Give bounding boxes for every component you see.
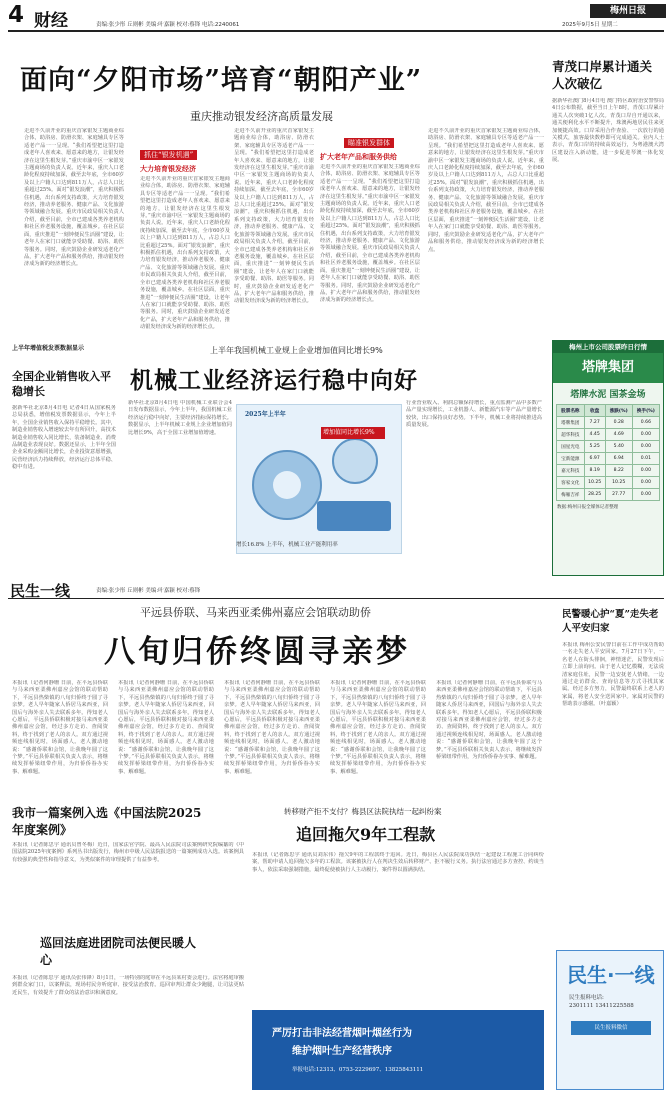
- stock-cell: 7.27: [584, 417, 605, 429]
- stock-cell: 梅雁吉祥: [557, 489, 585, 501]
- qinglan-headline: 青茂口岸累计通关人次破亿: [552, 59, 653, 91]
- police-body: 本报讯 梅州公安民警日前在工作中成功帮助一名走失老人平安回家。7月27日下午，一名老人在街头徘徊，神情迷茫，民警发现后立即上前询问。由于老人记忆模糊，无法说清家庭住址，民警一边安抚老人情绪，一边通过走访群众、查询信息等方式寻找其家属。经过多方努力，民警最终联系上老人的家属，将老人安全送回家中。家属对民警的帮助表示感谢。（叶嘉颖）: [562, 642, 664, 708]
- section-name-2: 民生一线: [10, 582, 71, 600]
- wage-body: 本报讯（记者陈思宇 通讯员刘东伟）拖欠9年的工程款终于追回。近日，梅县区人民法院成功执结一起建设工程施工合同纠纷案，帮助申请人追回拖欠多年的工程款。该案被执行人在判决生效后转移财产、拒不履行义务。执行法官通过多方查控、约谈当事人，依法采取强制措施，最终促使被执行人主动履行，案件得以圆满执结。: [252, 852, 544, 873]
- minsheng-box: [556, 950, 664, 1090]
- stock-cell: 0.28: [605, 417, 632, 429]
- stock-table: [556, 404, 660, 501]
- stock-cell: 超华科技: [557, 429, 585, 441]
- newspaper-logo: 梅州日报: [590, 4, 666, 18]
- stock-cell: 5.40: [605, 441, 632, 453]
- minsheng-hotline-number: 2301111 13411225588: [569, 1003, 634, 1009]
- stock-cell: 10.25: [605, 477, 632, 489]
- stock-cell: 0.00: [632, 489, 659, 501]
- infographic-year: 2025年上半年: [245, 411, 286, 418]
- stock-cell: 4.69: [605, 429, 632, 441]
- table-row: [557, 477, 660, 489]
- stock-cell: 塔牌集团: [557, 417, 585, 429]
- sales-headline: 全国企业销售收入平稳增长: [12, 370, 111, 398]
- stock-cell: 客家文化: [557, 477, 585, 489]
- table-row: [557, 441, 660, 453]
- lead-box-title-2: 瞄准银发群体: [344, 138, 394, 148]
- lead-box-title-1: 抓住“银发机遇”: [140, 150, 197, 160]
- stock-cell: 6.94: [605, 453, 632, 465]
- lead-body-col-5: 走进不久前开业的重庆首家银发主题商业综合体，助浴房、防滑衣架、家庭辅具专区等适老产品一一呈现。“我们希望把这里打造成老年人喜欢来、愿意来的地方，让银发经济在这里生根发芽。”重庆市渝中区一家银发主题商场的负责人说。近年来，重庆人口老龄化程度持续加深，截至去年底，全市60岁及以上户籍人口达到811万人，占总人口比重超过25%。面对“银发浪潮”，重庆积极抓住机遇，出台系列支持政策，大力培育银发经济，推动养老服务、健康产品、文化旅游等领域融合发展。重庆市民政局相关负责人介绍，截至目前，全市已建成各类养老机构和社区养老服务设施，覆盖城乡。在社区层面，重庆推进“一刻钟便民生活圈”建设，让老年人在家门口就能享受助餐、助浴、助医等服务。同时，重庆鼓励企业研发适老化产品，扩大老年产品和服务供给，推动银发经济成为新的经济增长点。: [428, 128, 544, 253]
- tobacco-ad: [252, 1010, 544, 1090]
- stock-cell: 8.19: [584, 465, 605, 477]
- masthead-rule: [8, 30, 664, 32]
- stock-cell: 国星光电: [557, 441, 585, 453]
- editors-line-2: 责编:张少彤 丘则彬 美编:叶嘉颖 校对:蔡锋: [96, 588, 201, 594]
- stock-cell: 5.25: [584, 441, 605, 453]
- sales-kicker: 上半年增值税发票数据显示: [12, 345, 85, 352]
- case-headline: 我市一篇案例入选《中国法院2025年度案例》: [12, 806, 202, 837]
- section-name: 财经: [34, 11, 68, 31]
- table-row: [557, 429, 660, 441]
- gear-hub: [273, 471, 301, 499]
- section-band: [0, 578, 672, 598]
- minsheng-hotline-label: 民生报料电话:: [569, 995, 604, 1001]
- machinery-body-b: 行业营业收入、利润总额保持增长，重点监测产品中多数产品产量实现增长，工业机器人、新能源汽车等产品产量增长较快，出口保持良好态势。下半年，机械工业将持续推进高质量发展。: [406, 400, 542, 429]
- stock-col-turnover: 换手(%): [632, 405, 659, 417]
- sales-body: 据新华社北京8月4日电 记者4日从国家税务总局获悉，增值税发票数据显示，今年上半年，全国企业销售收入保持平稳增长。其中，制造业销售收入增速较去年有所回升，高技术制造业销售收入同比增长，装备制造业、消费品制造业表现良好。数据还显示，上半年全国企业采购金额同比增长，企业投资意愿增强，民营经济活力持续释放，经济运行总体平稳、稳中有进。: [12, 405, 116, 471]
- stock-cell: 10.25: [584, 477, 605, 489]
- qiao-col-5: 本报讯（记者何静珊 日前，在平远县侨联与马来西亚柔佛州嘉应会馆的联动帮助下，平远县热柴镇的八旬归侨终于圆了寻亲梦。老人早年随家人侨居马来西亚，回国后与海外亲人失去联系多年。得知老人心愿后，平远县侨联积极对接马来西亚柔佛州嘉应会馆，经过多方走访、查阅资料，终于找到了老人的亲人。双方通过视频连线相见时，场面感人。老人激动地说：“感谢侨联和会馆，让我晚年圆了这个梦。”平远县侨联相关负责人表示，将继续发挥桥梁纽带作用，为归侨侨眷办实事、解难题。: [436, 680, 542, 761]
- stock-cell: 0.01: [632, 453, 659, 465]
- stock-quotes-box: [552, 340, 664, 576]
- tapai-brand: 塔牌集团: [553, 353, 663, 383]
- ad-phone: 举报电话:12313、0753-2229697、13825843111: [292, 1067, 424, 1073]
- machinery-caption: 增长16.8% 上半年，机械工业产能利用率: [236, 542, 338, 548]
- lead-body-col-2: 走进不久前开业的重庆首家银发主题商业综合体，助浴房、防滑衣架、家庭辅具专区等适老产品一一呈现。“我们希望把这里打造成老年人喜欢来、愿意来的地方，让银发经济在这里生根发芽。”重庆市渝中区一家银发主题商场的负责人说。近年来，重庆人口老龄化程度持续加深，截至去年底，全市60岁及以上户籍人口达到811万人，占总人口比重超过25%。面对“银发浪潮”，重庆积极抓住机遇，出台系列支持政策，大力培育银发经济，推动养老服务、健康产品、文化旅游等领域融合发展。重庆市民政局相关负责人介绍，截至目前，全市已建成各类养老机构和社区养老服务设施，覆盖城乡。在社区层面，重庆推进“一刻钟便民生活圈”建设，让老年人在家门口就能享受助餐、助浴、助医等服务。同时，重庆鼓励企业研发适老化产品，扩大老年产品和服务供给，推动银发经济成为新的经济增长点。: [140, 176, 230, 331]
- lead-article: [24, 128, 544, 338]
- wage-headline: 追回拖欠9年工程款: [296, 825, 436, 844]
- police-headline: 民警暖心护“夏”走失老人平安归家: [562, 609, 659, 634]
- editors-line: 责编:张少彤 丘则彬 美编:叶嘉颖 校对:蔡锋 电话:2240061: [96, 22, 240, 28]
- lead-subtitle-2: 扩大老年产品和服务供给: [320, 152, 397, 161]
- stock-col-close: 收盘: [584, 405, 605, 417]
- stock-cell: 0.00: [632, 429, 659, 441]
- page-number: 4: [8, 2, 25, 28]
- minsheng-wechat-tag: 民生报料微信: [571, 1021, 651, 1035]
- stock-cell: 0.66: [632, 417, 659, 429]
- chart-bars-icon: [317, 501, 391, 531]
- machinery-infographic: [236, 404, 402, 554]
- stock-cell: 27.77: [605, 489, 632, 501]
- lead-body-col-1: 走进不久前开业的重庆首家银发主题商业综合体，助浴房、防滑衣架、家庭辅具专区等适老产品一一呈现。“我们希望把这里打造成老年人喜欢来、愿意来的地方，让银发经济在这里生根发芽。”重庆市渝中区一家银发主题商场的负责人说。近年来，重庆人口老龄化程度持续加深，截至去年底，全市60岁及以上户籍人口达到811万人，占总人口比重超过25%。面对“银发浪潮”，重庆积极抓住机遇，出台系列支持政策，大力培育银发经济，推动养老服务、健康产品、文化旅游等领域融合发展。重庆市民政局相关负责人介绍，截至目前，全市已建成各类养老机构和社区养老服务设施，覆盖城乡。在社区层面，重庆推进“一刻钟便民生活圈”建设，让老年人在家门口就能享受助餐、助浴、助医等服务。同时，重庆鼓励企业研发适老化产品，扩大老年产品和服务供给，推动银发经济成为新的经济增长点。: [24, 128, 124, 268]
- table-row: [557, 453, 660, 465]
- stock-box-title: 梅州上市公司股票昨日行情: [553, 341, 663, 353]
- stock-cell: 8.22: [605, 465, 632, 477]
- stock-cell: 4.45: [584, 429, 605, 441]
- tapai-slogan: 塔牌水泥 国茶金场: [570, 390, 646, 400]
- qiao-col-1: 本报讯（记者何静珊 日前，在平远县侨联与马来西亚柔佛州嘉应会馆的联动帮助下，平远县热柴镇的八旬归侨终于圆了寻亲梦。老人早年随家人侨居马来西亚，回国后与海外亲人失去联系多年。得知老人心愿后，平远县侨联积极对接马来西亚柔佛州嘉应会馆，经过多方走访、查阅资料，终于找到了老人的亲人。双方通过视频连线相见时，场面感人。老人激动地说：“感谢侨联和会馆，让我晚年圆了这个梦。”平远县侨联相关负责人表示，将继续发挥桥梁纽带作用，为归侨侨眷办实事、解难题。: [12, 680, 108, 775]
- stock-cell: 0.00: [632, 441, 659, 453]
- machinery-kicker: 上半年我国机械工业规上企业增加值同比增长9%: [210, 346, 383, 355]
- qiao-col-3: 本报讯（记者何静珊 日前，在平远县侨联与马来西亚柔佛州嘉应会馆的联动帮助下，平远县热柴镇的八旬归侨终于圆了寻亲梦。老人早年随家人侨居马来西亚，回国后与海外亲人失去联系多年。得知老人心愿后，平远县侨联积极对接马来西亚柔佛州嘉应会馆，经过多方走访、查阅资料，终于找到了老人的亲人。双方通过视频连线相见时，场面感人。老人激动地说：“感谢侨联和会馆，让我晚年圆了这个梦。”平远县侨联相关负责人表示，将继续发挥桥梁纽带作用，为归侨侨眷办实事、解难题。: [224, 680, 320, 775]
- machinery-headline: 机械工业经济运行稳中向好: [130, 367, 418, 394]
- circuit-headline: 巡回法庭进团院司法便民暖人心: [40, 936, 197, 967]
- stock-col-name: 股票名称: [557, 405, 585, 417]
- stock-cell: 0.00: [632, 477, 659, 489]
- stock-col-change: 涨跌(%): [605, 405, 632, 417]
- wage-kicker: 转移财产拒不支付？梅县区法院执结一起纠纷案: [284, 807, 442, 816]
- stock-cell: 宝新能源: [557, 453, 585, 465]
- qiao-col-2: 本报讯（记者何静珊 日前，在平远县侨联与马来西亚柔佛州嘉应会馆的联动帮助下，平远县热柴镇的八旬归侨终于圆了寻亲梦。老人早年随家人侨居马来西亚，回国后与海外亲人失去联系多年。得知老人心愿后，平远县侨联积极对接马来西亚柔佛州嘉应会馆，经过多方走访、查阅资料，终于找到了老人的亲人。双方通过视频连线相见时，场面感人。老人激动地说：“感谢侨联和会馆，让我晚年圆了这个梦。”平远县侨联相关负责人表示，将继续发挥桥梁纽带作用，为归侨侨眷办实事、解难题。: [118, 680, 214, 775]
- case-body: 本报讯（记者陈思宇 通讯员曾冬梅）近日，国家法官学院、最高人民法院司法案例研究院编纂的《中国法院2025年度案例》系列丛书出版发行，梅州市中级人民法院报送的一篇案例成功入选。该案例具有较强的典型性和指导意义，为类似案件的审理提供了有益参考。: [12, 842, 244, 863]
- stock-cell: 28.25: [584, 489, 605, 501]
- lead-subheadline: 重庆推动银发经济高质量发展: [190, 110, 333, 123]
- machinery-body-a: 新华社北京8月4日电 中国机械工业联合会4日发布数据显示，今年上半年，我国机械工业经济运行稳中向好，主要经济指标保持增长。数据显示，上半年机械工业规上企业增加值同比增长9%，高于全国工业增加值增速。: [128, 400, 232, 436]
- qinglan-article: [552, 58, 664, 318]
- lead-body-col-3: 走进不久前开业的重庆首家银发主题商业综合体，助浴房、防滑衣架、家庭辅具专区等适老产品一一呈现。“我们希望把这里打造成老年人喜欢来、愿意来的地方，让银发经济在这里生根发芽。”重庆市渝中区一家银发主题商场的负责人说。近年来，重庆人口老龄化程度持续加深，截至去年底，全市60岁及以上户籍人口达到811万人，占总人口比重超过25%。面对“银发浪潮”，重庆积极抓住机遇，出台系列支持政策，大力培育银发经济，推动养老服务、健康产品、文化旅游等领域融合发展。重庆市民政局相关负责人介绍，截至目前，全市已建成各类养老机构和社区养老服务设施，覆盖城乡。在社区层面，重庆推进“一刻钟便民生活圈”建设，让老年人在家门口就能享受助餐、助浴、助医等服务。同时，重庆鼓励企业研发适老化产品，扩大老年产品和服务供给，推动银发经济成为新的经济增长点。: [234, 128, 314, 305]
- table-row: [557, 417, 660, 429]
- issue-date: 2025年9月5日 星期二: [562, 22, 618, 28]
- qiao-article: [12, 680, 542, 795]
- ad-headline-1: 严厉打击非法经营烟叶烟丝行为: [272, 1028, 412, 1039]
- qiao-headline: 八旬归侨终圆寻亲梦: [104, 634, 410, 670]
- section-rule: [8, 598, 664, 599]
- stock-cell: 6.97: [584, 453, 605, 465]
- lead-subtitle-1: 大力培育银发经济: [140, 164, 196, 173]
- qiao-col-4: 本报讯（记者何静珊 日前，在平远县侨联与马来西亚柔佛州嘉应会馆的联动帮助下，平远县热柴镇的八旬归侨终于圆了寻亲梦。老人早年随家人侨居马来西亚，回国后与海外亲人失去联系多年。得知老人心愿后，平远县侨联积极对接马来西亚柔佛州嘉应会馆，经过多方走访、查阅资料，终于找到了老人的亲人。双方通过视频连线相见时，场面感人。老人激动地说：“感谢侨联和会馆，让我晚年圆了这个梦。”平远县侨联相关负责人表示，将继续发挥桥梁纽带作用，为归侨侨眷办实事、解难题。: [330, 680, 426, 775]
- masthead: [0, 0, 672, 40]
- qinglan-body: 据新华社澳门8月4日电 澳门特区政府治安警察局4日公布数据，截至当日上午8时，青茂口岸累计通关人次突破1亿人次。青茂口岸自开通以来，通关便利化水平不断提升，珠澳两地居民往来更加便捷高效。口岸采用合作查验、一次放行的通关模式，旅客最快数秒即可完成通关。业内人士表示，青茂口岸的持续高效运行，为粤港澳大湾区建设注入新动能，进一步促进琴澳一体化发展。: [552, 98, 664, 164]
- lead-headline: 面向“夕阳市场”培育“朝阳产业”: [20, 65, 423, 96]
- circuit-body: 本报讯（记者陈思宇 通讯员张伟锋）8月1日，一场特别的庭审在平远县某村委会进行。法官将庭审搬到群众家门口，以案释法，现场村民旁听庭审、接受法治教育。巡回审判让群众少跑腿，让司法更贴近民生，有效提升了群众的法治意识和满意度。: [12, 975, 244, 996]
- table-row: [557, 489, 660, 501]
- stock-source: 数据:梅州日报全媒体记者整理: [557, 505, 619, 510]
- lead-body-col-4: 走进不久前开业的重庆首家银发主题商业综合体，助浴房、防滑衣架、家庭辅具专区等适老产品一一呈现。“我们希望把这里打造成老年人喜欢来、愿意来的地方，让银发经济在这里生根发芽。”重庆市渝中区一家银发主题商场的负责人说。近年来，重庆人口老龄化程度持续加深，截至去年底，全市60岁及以上户籍人口达到811万人，占总人口比重超过25%。面对“银发浪潮”，重庆积极抓住机遇，出台系列支持政策，大力培育银发经济，推动养老服务、健康产品、文化旅游等领域融合发展。重庆市民政局相关负责人介绍，截至目前，全市已建成各类养老机构和社区养老服务设施，覆盖城乡。在社区层面，重庆推进“一刻钟便民生活圈”建设，让老年人在家门口就能享受助餐、助浴、助医等服务。同时，重庆鼓励企业研发适老化产品，扩大老年产品和服务供给，推动银发经济成为新的经济增长点。: [320, 164, 420, 304]
- qiao-kicker: 平远县侨联、马来西亚柔佛州嘉应会馆联动助侨: [140, 606, 371, 619]
- stock-cell: 0.00: [632, 465, 659, 477]
- minsheng-title: 民生·一线: [567, 963, 655, 987]
- table-row: [557, 465, 660, 477]
- ad-headline-2: 维护烟叶生产经营秩序: [292, 1046, 392, 1057]
- stock-cell: 嘉元科技: [557, 465, 585, 477]
- infographic-badge: 增加值同比增长9%: [321, 427, 385, 439]
- gear-icon: [333, 439, 377, 483]
